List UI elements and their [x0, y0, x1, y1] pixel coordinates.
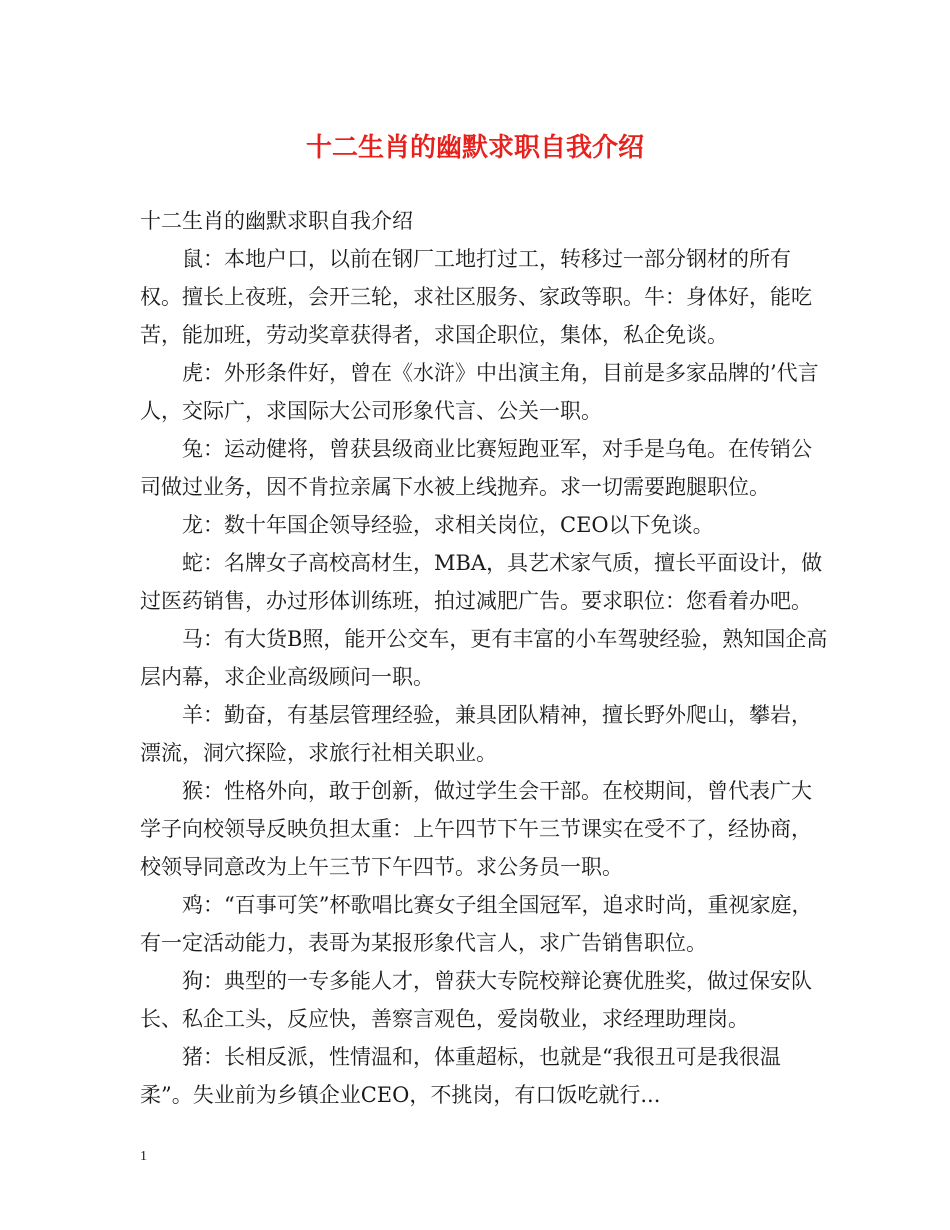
document-subtitle: 十二生肖的幽默求职自我介绍	[140, 209, 413, 233]
paragraph-rooster: 鸡：“百事可笑”杯歌唱比赛女子组全国冠军，追求时尚，重视家庭，有一定活动能力，表哥为某报形象代言人，求广告销售职位。	[140, 893, 813, 955]
paragraph-dragon: 龙：数十年国企领导经验，求相关岗位，CEO以下免谈。	[182, 513, 714, 537]
paragraph-dog: 狗：典型的一专多能人才，曾获大专院校辩论赛优胜奖，做过保安队长、私企工头，反应快，善察言观色，爱岗敬业，求经理助理岗。	[140, 969, 812, 1031]
document-title: 十二生肖的幽默求职自我介绍	[305, 133, 644, 163]
paragraph-rabbit: 兔：运动健将，曾获县级商业比赛短跑亚军，对手是乌龟。在传销公司做过业务，因不肯拉亲属下水被上线抛弃。求一切需要跑腿职位。	[140, 437, 812, 499]
paragraph-pig: 猪：长相反派，性情温和，体重超标，也就是“我很丑可是我很温柔”。失业前为乡镇企业CEO，不挑岗，有口饭吃就行...	[140, 1045, 781, 1107]
paragraph-snake: 蛇：名牌女子高校高材生，MBA，具艺术家气质，擅长平面设计，做过医药销售，办过形体训练班，拍过减肥广告。要求职位：您看着办吧。	[140, 551, 823, 613]
paragraph-tiger: 虎：外形条件好，曾在《水浒》中出演主角，目前是多家品牌的’代言人，交际广，求国际大公司形象代言、公关一职。	[140, 361, 819, 423]
page-number: 1	[140, 1149, 147, 1164]
paragraph-rat-ox: 鼠：本地户口，以前在钢厂工地打过工，转移过一部分钢材的所有权。擅长上夜班，会开三轮，求社区服务、家政等职。牛：身体好，能吃苦，能加班，劳动奖章获得者，求国企职位，集体，私企免谈。	[140, 247, 812, 347]
paragraph-goat: 羊：勤奋，有基层管理经验，兼具团队精神，擅长野外爬山，攀岩，漂流，洞穴探险，求旅行社相关职业。	[140, 703, 812, 765]
document-body	[140, 202, 830, 1114]
paragraph-horse: 马：有大货B照，能开公交车，更有丰富的小车驾驶经验，熟知国企高层内幕，求企业高级顾问一职。	[140, 627, 828, 689]
paragraph-monkey: 猴：性格外向，敢于创新，做过学生会干部。在校期间，曾代表广大学子向校领导反映负担太重：上午四节下午三节课实在受不了，经协商，校领导同意改为上午三节下午四节。求公务员一职。	[140, 779, 812, 879]
